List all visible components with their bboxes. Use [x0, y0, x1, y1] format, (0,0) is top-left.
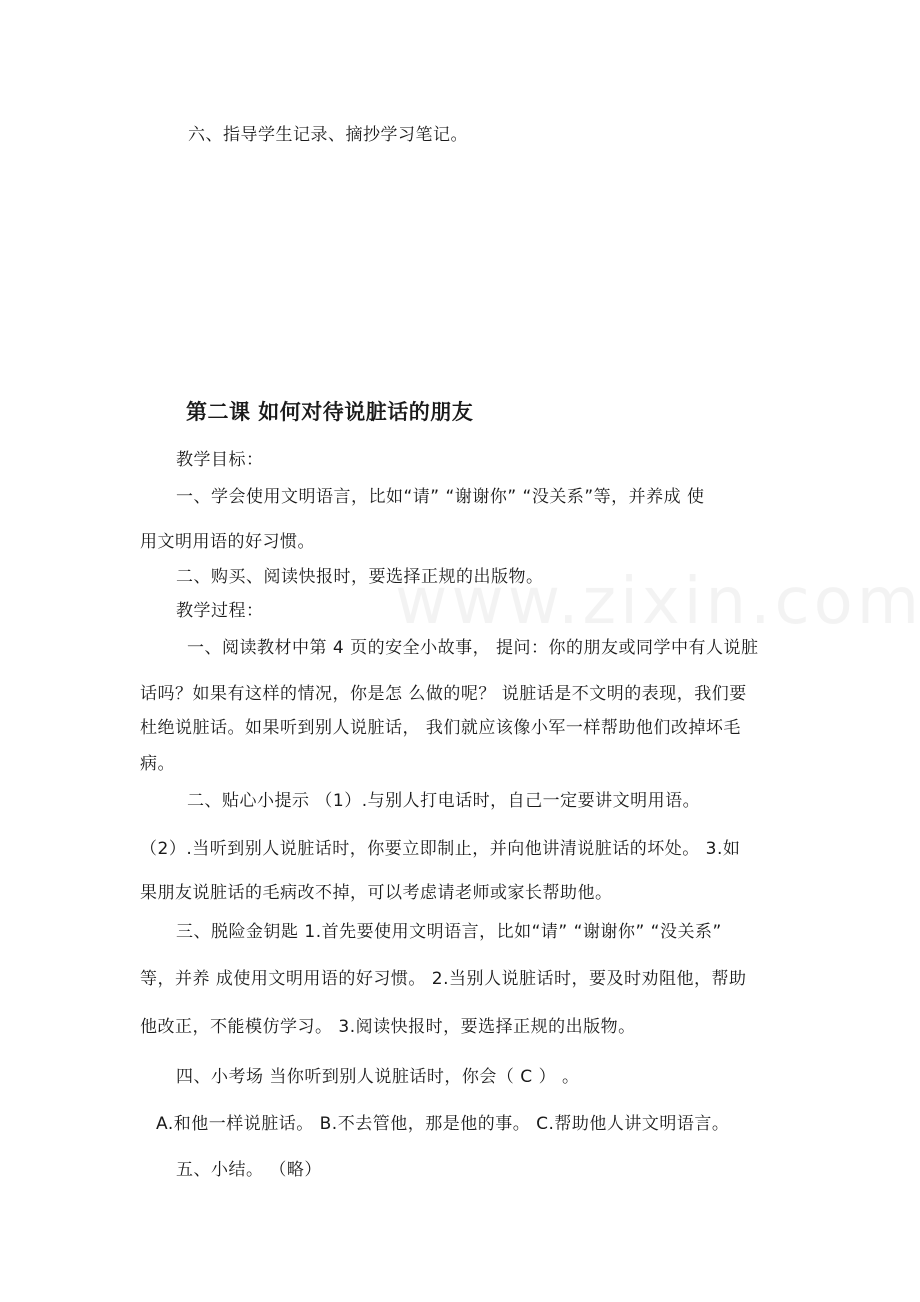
goals-heading: 教学目标：: [176, 450, 264, 470]
goal1-line1: 一、学会使用文明语言，比如“请” “谢谢你” “没关系”等，并养成 使: [176, 487, 705, 507]
step4-question: 四、小考场 当你听到别人说脏话时，你会（ C ） 。: [176, 1067, 580, 1087]
step3-line1: 三、脱险金钥匙 1.首先要使用文明语言，比如“请” “谢谢你” “没关系”: [176, 922, 722, 942]
step1-line1: 一、阅读教材中第 4 页的安全小故事， 提问：你的朋友或同学中有人说脏: [187, 638, 759, 658]
lesson-title: 第二课 如何对待说脏话的朋友: [186, 400, 474, 424]
step1-line3: 杜绝说脏话。如果听到别人说脏话， 我们就应该像小军一样帮助他们改掉坏毛: [140, 718, 741, 738]
process-heading: 教学过程：: [176, 601, 264, 621]
step1-line4: 病。: [140, 754, 175, 774]
step5-summary: 五、小结。 （略）: [176, 1160, 322, 1180]
step4-options: A.和他一样说脏话。 B.不去管他，那是他的事。 C.帮助他人讲文明语言。: [156, 1114, 730, 1134]
step3-line2: 等，并养 成使用文明用语的好习惯。 2.当别人说脏话时，要及时劝阻他，帮助: [140, 969, 747, 989]
item-six: 六、指导学生记录、摘抄学习笔记。: [188, 125, 468, 145]
goal1-line2: 用文明用语的好习惯。: [140, 532, 315, 552]
step2-line1: 二、贴心小提示 （1）.与别人打电话时，自己一定要讲文明用语。: [187, 791, 701, 811]
goal2: 二、购买、阅读快报时，要选择正规的出版物。: [176, 567, 544, 587]
step2-line3: 果朋友说脏话的毛病改不掉，可以考虑请老师或家长帮助他。: [140, 883, 613, 903]
step1-line2: 话吗？如果有这样的情况，你是怎 么做的呢？ 说脏话是不文明的表现，我们要: [140, 684, 747, 704]
step3-line3: 他改正，不能模仿学习。 3.阅读快报时，要选择正规的出版物。: [140, 1017, 636, 1037]
step2-line2: （2）.当听到别人说脏话时，你要立即制止，并向他讲清说脏话的坏处。 3.如: [140, 839, 741, 859]
